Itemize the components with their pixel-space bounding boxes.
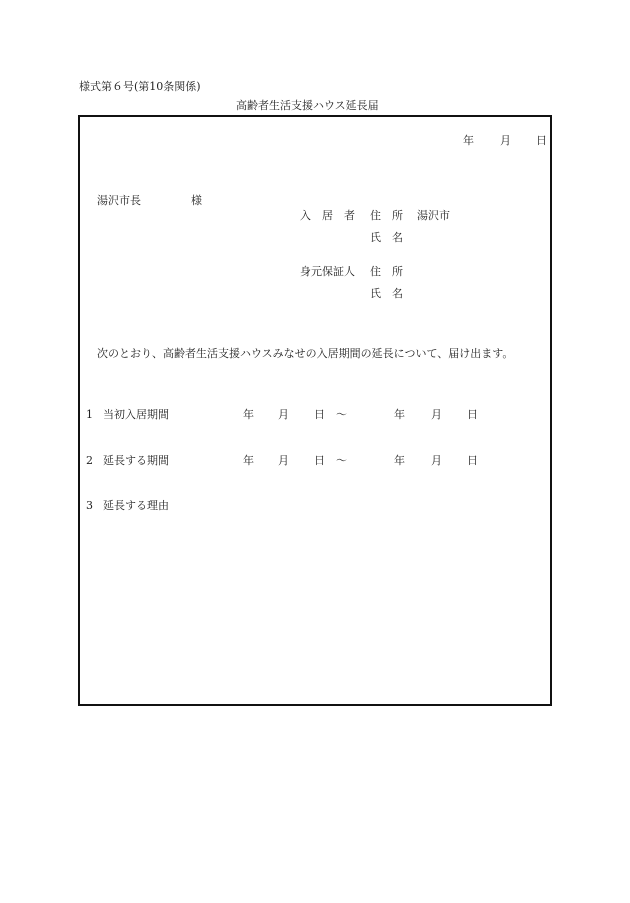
item-1-end-year: 年 — [394, 408, 405, 421]
item-1-end-day: 日 — [467, 408, 478, 421]
item-2-start-month: 月 — [278, 454, 289, 467]
form-title: 高齢者生活支援ハウス延長届 — [236, 99, 379, 112]
item-1-number: 1 — [86, 408, 93, 421]
guarantor-address-label: 住 所 — [370, 265, 403, 278]
item-2-label: 延長する期間 — [103, 454, 169, 467]
item-3-number: 3 — [86, 499, 93, 512]
addressee-honorific: 様 — [191, 194, 202, 207]
resident-name-label: 氏 名 — [370, 231, 403, 244]
item-1-start-year: 年 — [243, 408, 254, 421]
addressee-name: 湯沢市長 — [97, 194, 141, 207]
guarantor-name-label: 氏 名 — [370, 287, 403, 300]
item-2-number: 2 — [86, 454, 93, 467]
resident-label: 入 居 者 — [300, 209, 355, 222]
item-1-label: 当初入居期間 — [103, 408, 169, 421]
resident-address-value: 湯沢市 — [417, 209, 450, 222]
date-year: 年 — [463, 134, 474, 147]
guarantor-label: 身元保証人 — [300, 265, 355, 278]
item-1-start-day: 日 — [314, 408, 325, 421]
form-number: 様式第６号(第10条関係) — [79, 80, 201, 93]
item-3-label: 延長する理由 — [103, 499, 169, 512]
item-2-start-year: 年 — [243, 454, 254, 467]
item-1-start-month: 月 — [278, 408, 289, 421]
item-2-end-year: 年 — [394, 454, 405, 467]
resident-address-label: 住 所 — [370, 209, 403, 222]
date-day: 日 — [536, 134, 547, 147]
item-1-tilde: ～ — [336, 408, 347, 421]
item-2-end-day: 日 — [467, 454, 478, 467]
body-text: 次のとおり、高齢者生活支援ハウスみなせの入居期間の延長について、届け出ます。 — [97, 347, 514, 360]
item-2-tilde: ～ — [336, 454, 347, 467]
item-2-end-month: 月 — [431, 454, 442, 467]
item-2-start-day: 日 — [314, 454, 325, 467]
date-month: 月 — [500, 134, 511, 147]
item-1-end-month: 月 — [431, 408, 442, 421]
